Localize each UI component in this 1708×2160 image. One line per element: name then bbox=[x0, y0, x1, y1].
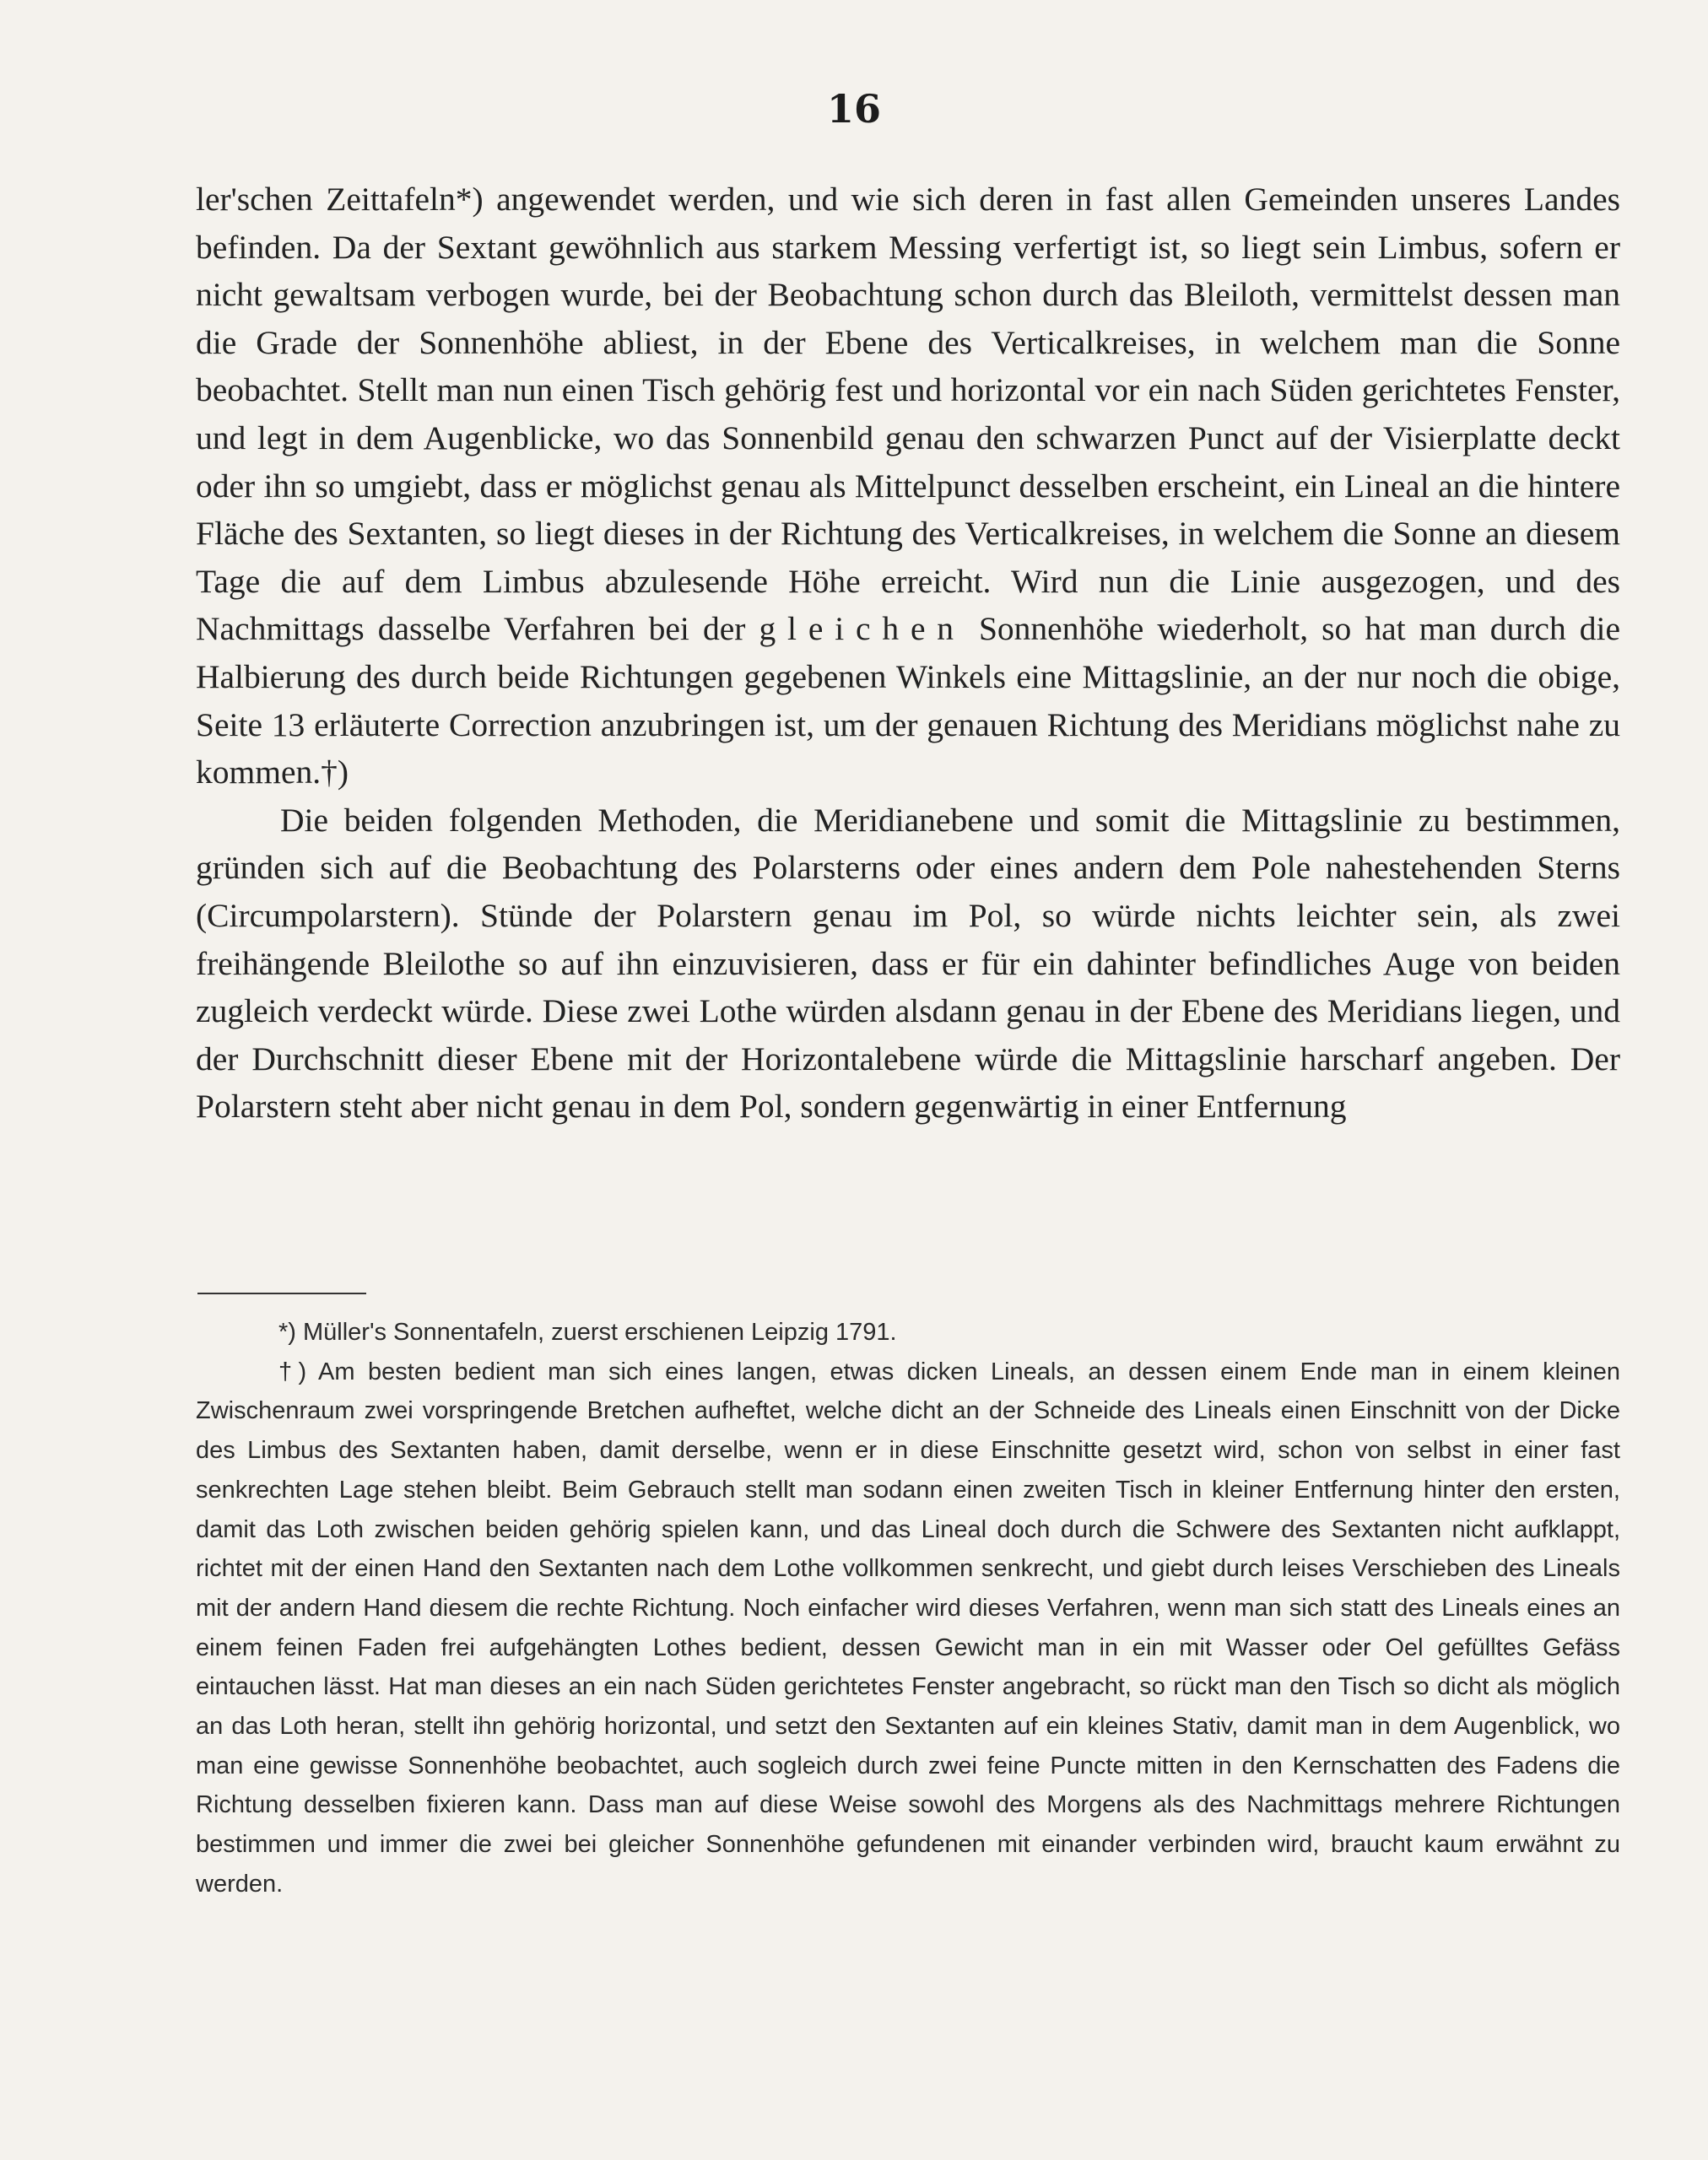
footnote-1: *) Müller's Sonnentafeln, zuerst erschienen Leipzig 1791. bbox=[278, 1319, 897, 1346]
main-text bbox=[196, 176, 1620, 1131]
footnote-divider bbox=[197, 1293, 366, 1294]
emphasis-spaced-word: gleichen bbox=[759, 610, 965, 648]
footnote-2: †) Am besten bedient man sich eines langen, etwas dicken Lineals, an dessen einem Ende man in einem kleinen Zwischenraum zwei vorspringende Bretchen aufheftet, welche dicht an der Schneide des Lineals einen Einschnitt von der Dicke des Limbus des Sextanten haben, damit derselbe, wenn er in diese Einschnitte gesetzt wird, schon von selbst in einer fast senkrechten Lage stehen bleibt. Beim Gebrauch stellt man sodann einen zweiten Tisch in kleiner Entfernung hinter den ersten, damit das Loth zwischen beiden gehörig spielen kann, und das Lineal doch durch die Schwere des Sextanten nicht aufklappt, richtet mit der einen Hand den Sextanten nach dem Lothe vollkommen senkrecht, und giebt durch leises Verschieben des Lineals mit der andern Hand diesem die rechte Richtung. Noch einfacher wird dieses Verfahren, wenn man sich statt des Lineals eines an einem feinen Faden frei aufgehängten Lothes bedient, dessen Gewicht man in ein mit Wasser oder Oel gefülltes Gefäss eintauchen lässt. Hat man dieses an ein nach Süden gerichtetes Fenster angebracht, so rückt man den Tisch so dicht als möglich an das Loth heran, stellt ihn gehörig horizontal, und setzt den Sextanten auf ein kleines Stativ, damit man in dem Augenblick, wo man eine gewisse Sonnenhöhe beobachtet, auch sogleich durch zwei feine Puncte mitten in den Kernschatten des Fadens die Richtung desselben fixieren kann. Dass man auf diese Weise sowohl des Morgens als des Nachmittags mehrere Richtungen bestimmen und immer die zwei bei gleicher Sonnenhöhe gefundenen mit einander verbinden wird, braucht kaum erwähnt zu werden. bbox=[196, 1358, 1620, 1898]
paragraph-2: Die beiden folgenden Methoden, die Meridianebene und somit die Mittagslinie zu bestimmen, gründen sich auf die Beobachtung des Polarsterns oder eines andern dem Pole nahestehenden Sterns (Circumpolarstern). Stünde der Polarstern genau im Pol, so würde nichts leichter sein, als zwei freihängende Bleilothe so auf ihn einzuvisieren, dass er für ein dahinter befindliches Auge von beiden zugleich verdeckt würde. Diese zwei Lothe würden alsdann genau in der Ebene des Meridians liegen, und der Durchschnitt dieser Ebene mit der Horizontalebene würde die Mittagslinie harscharf angeben. Der Polarstern steht aber nicht genau in dem Pol, sondern gegenwärtig in einer Entfernung bbox=[196, 801, 1620, 1126]
footnotes bbox=[196, 1313, 1620, 1904]
paragraph-1-text-a: ler'schen Zeittafeln*) angewendet werden, und wie sich deren in fast allen Gemeinden unseres Landes befinden. Da der Sextant gewöhnlich aus starkem Messing verfertigt ist, so liegt sein Limbus, sofern er nicht gewaltsam verbogen wurde, bei der Beobachtung schon durch das Bleiloth, vermittelst dessen man die Grade der Sonnenhöhe abliest, in der Ebene des Verticalkreises, in welchem man die Sonne beobachtet. Stellt man nun einen Tisch gehörig fest und horizontal vor ein nach Süden gerichtetes Fenster, und legt in dem Augenblicke, wo das Sonnenbild genau den schwarzen Punct auf der Visierplatte deckt oder ihn so umgiebt, dass er möglichst genau als Mittelpunct desselben erscheint, ein Lineal an die hintere Fläche des Sextanten, so liegt dieses in der Richtung des Verticalkreises, in welchem die Sonne an diesem Tage die auf dem Limbus abzulesende Höhe erreicht. Wird nun die Linie ausgezogen, und des Nachmittags dasselbe Verfahren bei der bbox=[196, 181, 1620, 648]
paragraph-1-text-b: Sonnenhöhe wiederholt, so hat man durch die Halbierung des durch beide Richtungen gegebenen Winkels eine Mittagslinie, an der nur noch die obige, Seite 13 erläuterte Correction anzubringen ist, um der genauen Richtung des Meridians möglichst nahe zu kommen.†) bbox=[196, 610, 1621, 791]
paragraph-1 bbox=[196, 176, 1620, 796]
page-number: 16 bbox=[826, 86, 881, 132]
